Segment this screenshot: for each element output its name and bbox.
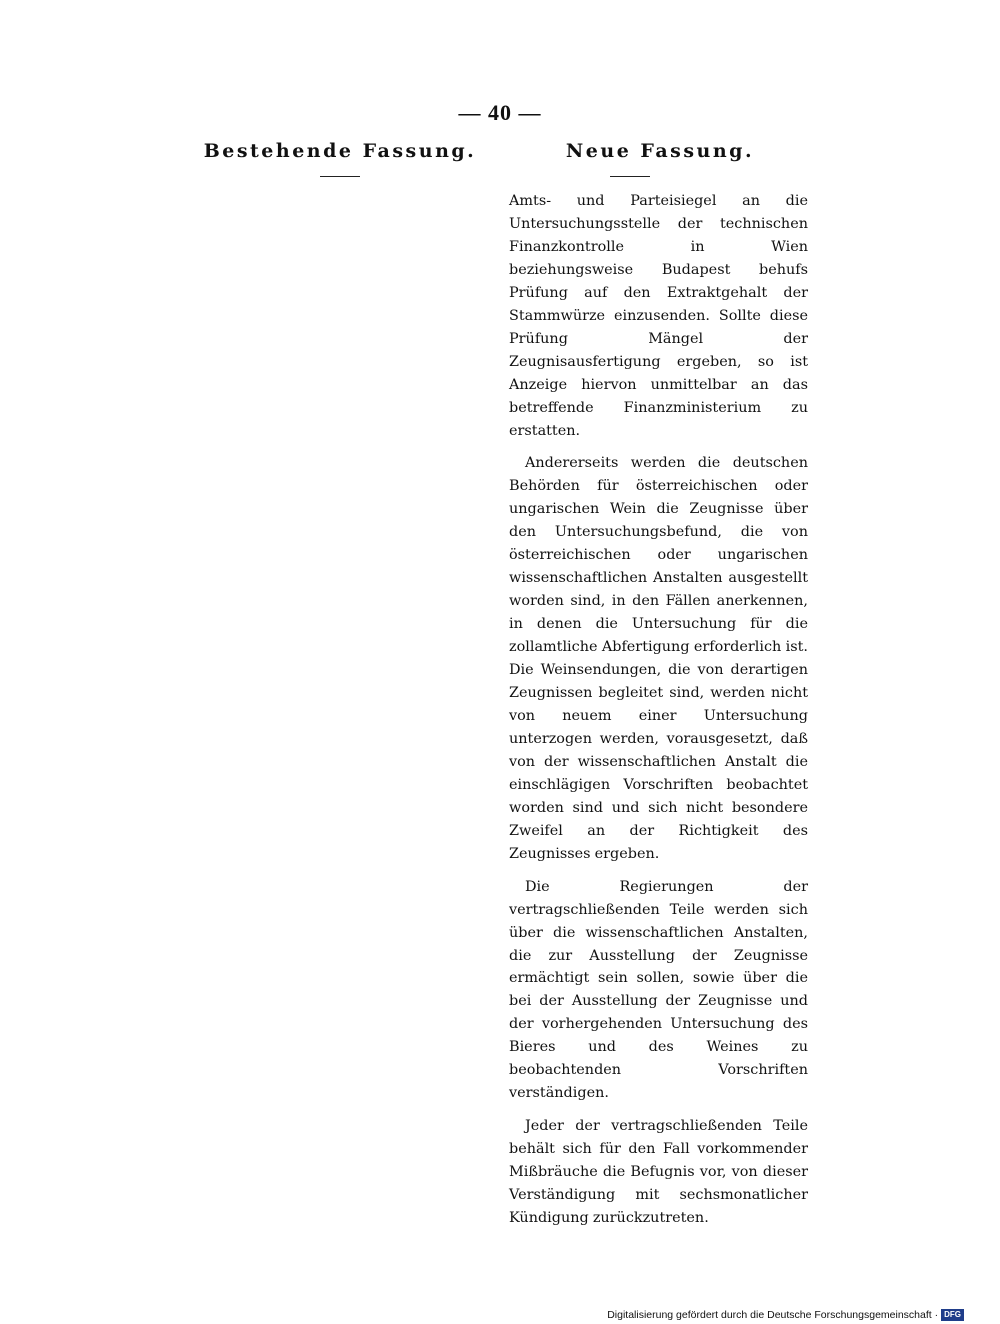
- dfg-logo: DFG: [941, 1309, 964, 1321]
- left-heading-rule: [320, 176, 360, 177]
- paragraph-4: Jeder der vertragschließenden Teile behält sich für den Fall vorkommender Mißbräuche die Befugnis vor, von dieser Verständigung mit sechsmonatlicher Kündigung zurückzutreten.: [509, 1118, 808, 1226]
- left-column-heading: Bestehende Fassung.: [203, 140, 477, 162]
- paragraph-3: Die Regierungen der vertragschließenden Teile werden sich über die wissenschaftlichen Anstalten, die zur Ausstellung der Zeugnisse ermächtigt sein sollen, sowie über die bei der Ausstellung der Zeugnisse und der vorhergehenden Untersuchung des Bieres und des Weines zu beobachtenden Vorschriften verständigen.: [509, 878, 808, 1102]
- footer-credit-text: Digitalisierung gefördert durch die Deutsche Forschungsgemeinschaft ·: [607, 1309, 939, 1321]
- right-column-heading: Neue Fassung.: [565, 140, 755, 162]
- paragraph-2: Andererseits werden die deutschen Behörden für österreichischen oder ungarischen Wein die Zeugnisse über den Untersuchungsbefund, die von österreichischen oder ungarischen wissenschaftlichen Anstalten ausgestellt worden sind, in den Fällen anerkennen, in denen die Untersuchung für die zollamtliche Abfertigung erforderlich ist. Die Weinsendungen, die von derartigen Zeugnissen begleitet sind, werden nicht von neuem einer Untersuchung unterzogen werden, vorausgesetzt, daß von der wissenschaftlichen Anstalt die einschlägigen Vorschriften beobachtet worden sind und sich nicht besondere Zweifel an der Richtigkeit des Zeugnisses ergeben.: [509, 455, 808, 862]
- right-heading-rule: [610, 176, 650, 177]
- page-number: — 40 —: [458, 100, 542, 125]
- paragraph-1: Amts- und Parteisiegel an die Untersuchungsstelle der technischen Finanzkontrolle in Wien beziehungsweise Budapest behufs Prüfung auf den Extraktgehalt der Stammwürze einzusenden. Sollte diese Prüfung Mängel der Zeugnisausfertigung ergeben, so ist Anzeige hiervon unmittelbar an das betreffende Finanzministerium zu erstatten.: [509, 193, 808, 439]
- right-column-body: [509, 190, 808, 1230]
- digitization-footer: [607, 1309, 964, 1321]
